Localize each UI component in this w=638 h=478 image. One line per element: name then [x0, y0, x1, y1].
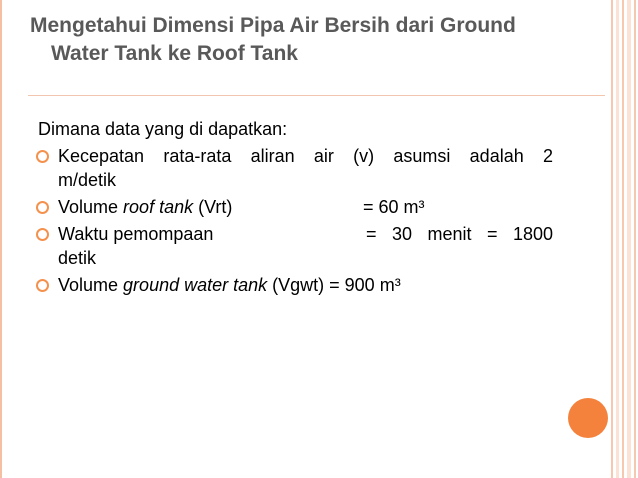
word: rata-rata: [163, 146, 232, 166]
bullet-list: [38, 144, 553, 297]
decorative-stripe: [622, 0, 624, 478]
title-divider: [28, 95, 605, 96]
word: asumsi: [393, 146, 451, 166]
orange-circle-decoration: [568, 398, 608, 438]
title-line-2: Water Tank ke Roof Tank: [51, 42, 298, 65]
word: 1800: [512, 224, 553, 244]
word: (v): [353, 146, 375, 166]
vg-italic: ground water tank: [123, 275, 268, 295]
bullet-kecepatan: [38, 144, 553, 192]
word: aliran: [250, 146, 295, 166]
word: adalah: [469, 146, 524, 166]
slide-body: [38, 117, 553, 300]
kecepatan-line-1: [58, 144, 553, 168]
left-edge-line: [0, 0, 2, 478]
decorative-stripe: [627, 0, 631, 478]
label-italic: roof tank: [123, 197, 194, 217]
bullet-volume-roof-tank: [38, 195, 553, 219]
bullet-volume-ground-tank: [38, 273, 553, 297]
decorative-stripe: [616, 0, 619, 478]
waktu-line-2: detik: [58, 248, 97, 268]
title-line-1: Mengetahui Dimensi Pipa Air Bersih dari Ground: [30, 14, 516, 37]
ring-bullet-icon: [36, 279, 49, 292]
vg-prefix: Volume: [58, 275, 124, 295]
ring-bullet-icon: [36, 150, 49, 163]
ring-bullet-icon: [36, 228, 49, 241]
kecepatan-line-2: m/detik: [58, 170, 117, 190]
volume-roof-label: [58, 195, 363, 219]
word: 2: [542, 146, 553, 166]
waktu-row: [58, 222, 553, 246]
label-suffix: (Vrt): [193, 197, 233, 217]
intro-text: Dimana data yang di dapatkan:: [38, 119, 288, 139]
vg-suffix: (Vgwt) = 900 m³: [267, 275, 401, 295]
bullet-waktu-pemompaan: [38, 222, 553, 270]
word: =: [486, 224, 498, 244]
word: 30: [391, 224, 413, 244]
waktu-label: Waktu pemompaan: [58, 224, 214, 244]
label-prefix: Volume: [58, 197, 124, 217]
waktu-value: [366, 222, 553, 246]
word: Kecepatan: [58, 146, 145, 166]
word: air: [313, 146, 334, 166]
slide-title: [30, 12, 600, 68]
word: menit: [427, 224, 472, 244]
ring-bullet-icon: [36, 201, 49, 214]
decorative-stripe: [611, 0, 613, 478]
volume-roof-row: [58, 195, 553, 219]
volume-roof-value: = 60 m³: [363, 197, 425, 217]
decorative-stripe: [634, 0, 636, 478]
word: =: [366, 224, 377, 244]
